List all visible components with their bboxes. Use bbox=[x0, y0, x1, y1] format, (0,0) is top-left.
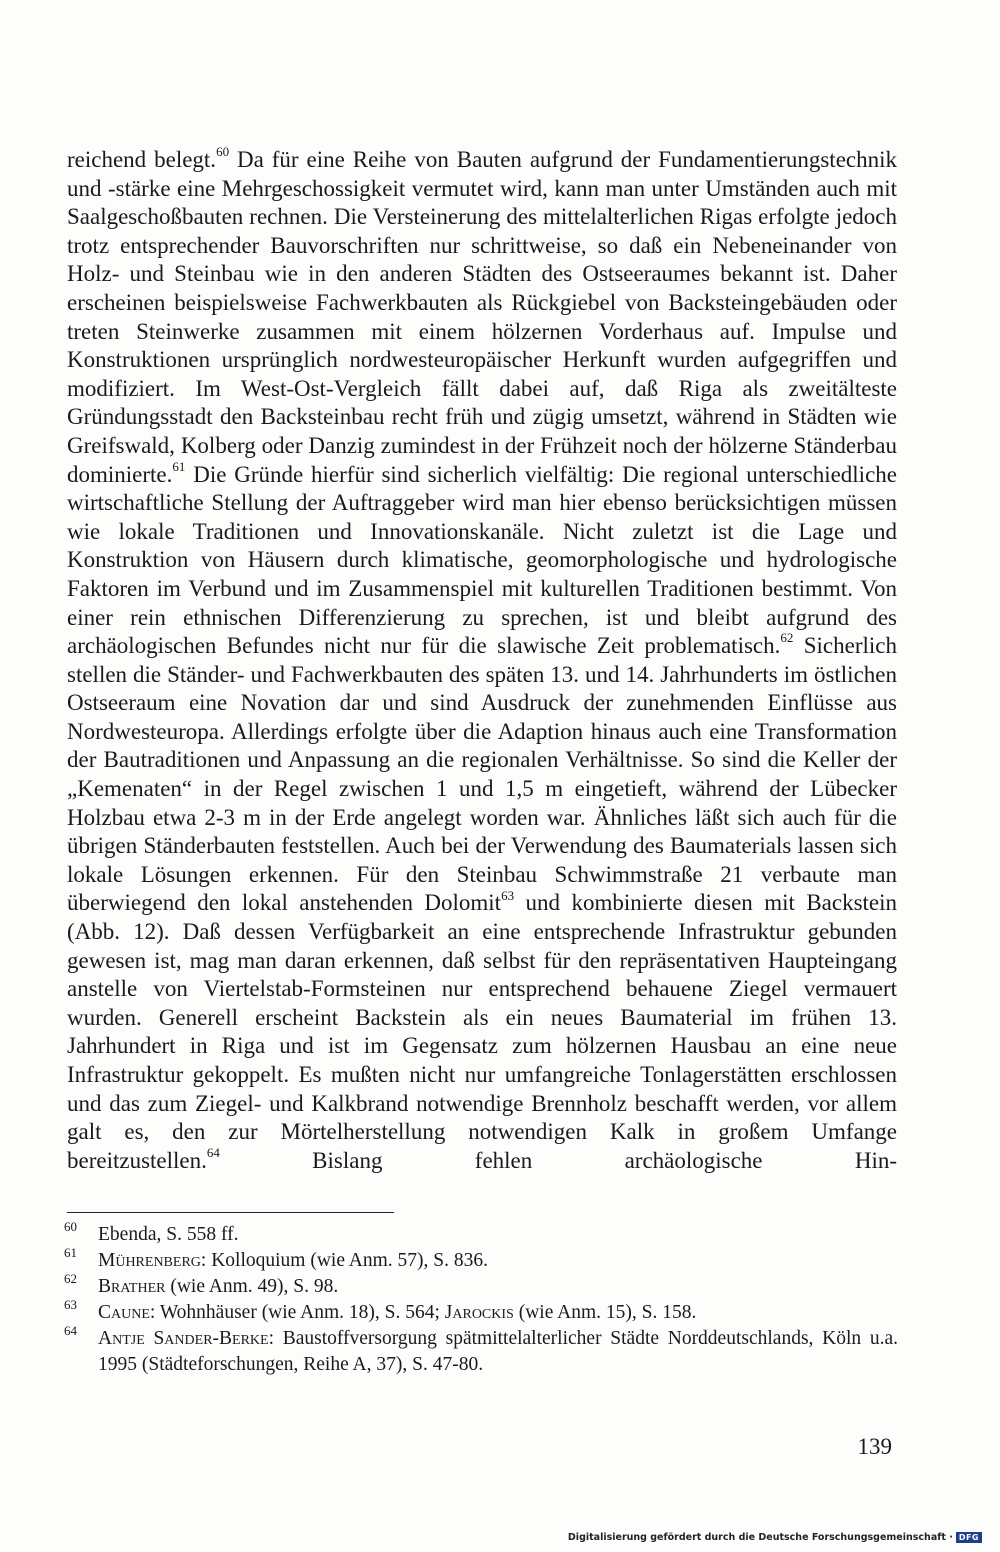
footnote-number: 63 bbox=[64, 1297, 77, 1312]
body-text-run: Sicherlich stellen die Ständer- und Fachwerkbauten des späten 13. und 14. Jahrhunderts im östlichen Ostseeraum eine Novation dar und sind Ausdruck der zunehmenden Einflüsse aus Nordwesteuropa. Allerdings erfolgte über die Adaption hinaus auch eine Transformation der Bautraditionen und Anpassung an die regionalen Verhältnisse. So sind die Keller der „Kemenaten“ in der Regel zwischen 1 und 1,5 m eingetieft, während der Lübecker Holzbau etwa 2-3 m in der Erde angelegt worden war. Ähnliches läßt sich auch für die übrigen Ständerbauten feststellen. Auch bei der Verwendung des Baumaterials lassen sich lokale Lösungen erkennen. Für den Steinbau Schwimmstraße 21 verbaute man überwiegend den lokal anstehenden Dolomit bbox=[67, 633, 897, 916]
footnote-number: 60 bbox=[64, 1219, 77, 1234]
footnote-marker: 63 bbox=[501, 887, 515, 903]
footnote-text bbox=[98, 1274, 898, 1300]
footnote-author: Antje Sander-Berke bbox=[98, 1328, 269, 1349]
body-text-run: und kombinierte diesen mit Backstein (Abb. 12). Daß dessen Verfügbarkeit an eine entsprechende Infrastruktur gebunden gewesen ist, mag man daran erkennen, daß selbst für den repräsentativen Haupteingang anstelle von Viertelstab-Formsteinen nur entsprechend behauene Ziegel vermauert wurden. Generell erscheint Backstein als ein neues Baumaterial im frühen 13. Jahrhundert in Riga und ist im Gegensatz zum hölzernen Hausbau an eine neue Infrastruktur gekoppelt. Es mußten nicht nur umfangreiche Tonlagerstätten erschlossen und das zum Ziegel- und Kalkbrand notwendige Brennholz beschafft werden, vor allem galt es, den zur Mörtelherstellung notwendigen Kalk in großem Umfange bereitzustellen. bbox=[67, 890, 898, 1173]
body-text-run: Die Gründe hierfür sind sicherlich vielfältig: Die regional unterschiedliche wirtschaftliche Stellung der Auftraggeber wird man hier ebenso berücksichtigen müssen wie lokale Traditionen und Innovationskanäle. Nicht zuletzt ist die Lage und Konstruktion von Häusern durch klimatische, geomorphologische und hydrologische Faktoren im Verbund und im Zusammenspiel mit kulturellen Traditionen bestimmt. Von einer rein ethnischen Differenzierung zu sprechen, ist und bleibt aufgrund des archäologischen Befundes nicht nur für die slawische Zeit problematisch. bbox=[67, 461, 897, 659]
digitization-credit bbox=[568, 1532, 982, 1543]
credit-text: Digitalisierung gefördert durch die Deutsche Forschungsgemeinschaft · bbox=[567, 1532, 953, 1543]
footnote-text-run: : Kolloquium (wie Anm. 57), S. 836. bbox=[200, 1250, 488, 1271]
footnote bbox=[64, 1245, 898, 1274]
footnote-text bbox=[98, 1300, 898, 1326]
footnote-divider bbox=[67, 1212, 394, 1213]
footnote-author: Mührenberg bbox=[98, 1250, 201, 1271]
footnote-marker: 62 bbox=[780, 630, 794, 646]
footnote bbox=[64, 1323, 898, 1378]
footnote-text-run: Ebenda, S. 558 ff. bbox=[98, 1224, 239, 1245]
footnote-text-run: (wie Anm. 15), S. 158. bbox=[513, 1302, 697, 1323]
footnote-author: Caune bbox=[98, 1302, 150, 1323]
footnote-text bbox=[98, 1222, 898, 1248]
footnote-marker: 60 bbox=[216, 144, 230, 160]
footnote-text bbox=[98, 1248, 898, 1274]
dfg-logo: DFG bbox=[956, 1532, 982, 1543]
footnote-text-run: (wie Anm. 49), S. 98. bbox=[165, 1276, 339, 1297]
footnote-number: 62 bbox=[64, 1271, 77, 1286]
body-text-run: Da für eine Reihe von Bauten aufgrund der Fundamentierungstechnik und -stärke eine Mehrgeschossigkeit vermutet wird, kann man unter Umständen auch mit Saalgeschoßbauten rechnen. Die Versteinerung des mittelalterlichen Rigas erfolgte jedoch trotz entsprechender Bauvorschriften nur schrittweise, so daß ein Nebeneinander von Holz- und Steinbau wie in den anderen Städten des Ostseeraumes bekannt ist. Daher erscheinen beispielsweise Fachwerkbauten als Rückgiebel von Backsteingebäuden oder treten Steinwerke zusammen mit einem hölzernen Vorderhaus auf. Impulse und Konstruktionen ursprünglich nordwesteuropäischer Herkunft wurden aufgegriffen und modifiziert. Im West-Ost-Vergleich fällt dabei auf, daß Riga als zweitälteste Gründungsstadt den Backsteinbau recht früh und zügig umsetzt, während in Städten wie Greifswald, Kolberg oder Danzig zumindest in der Frühzeit noch der hölzerne Ständerbau dominierte. bbox=[67, 147, 898, 487]
body-text-run: Bislang fehlen archäologische Hin- bbox=[219, 1147, 897, 1173]
footnote bbox=[64, 1271, 898, 1300]
page-number: 139 bbox=[857, 1434, 892, 1459]
footnotes bbox=[64, 1219, 898, 1378]
footnote-number: 64 bbox=[64, 1323, 77, 1338]
body-text-run: reichend belegt. bbox=[67, 147, 217, 172]
footnote-author: Brather bbox=[98, 1276, 166, 1297]
footnote-marker: 64 bbox=[206, 1145, 220, 1161]
footnote-number: 61 bbox=[64, 1245, 77, 1260]
footnote-text bbox=[98, 1326, 898, 1378]
footnote-author: Jarockis bbox=[444, 1302, 514, 1323]
footnote-text-run: : Wohnhäuser (wie Anm. 18), S. 564; bbox=[149, 1302, 445, 1323]
body-paragraph bbox=[67, 146, 897, 1175]
footnote bbox=[64, 1219, 898, 1248]
footnote-marker: 61 bbox=[172, 458, 186, 474]
footnote bbox=[64, 1297, 898, 1326]
footnote-text-run: : Baustoffversorgung spätmittelalterlicher Städte Norddeutschlands, Köln u.a. 1995 (Städteforschungen, Reihe A, 37), S. 47-80. bbox=[98, 1328, 898, 1375]
